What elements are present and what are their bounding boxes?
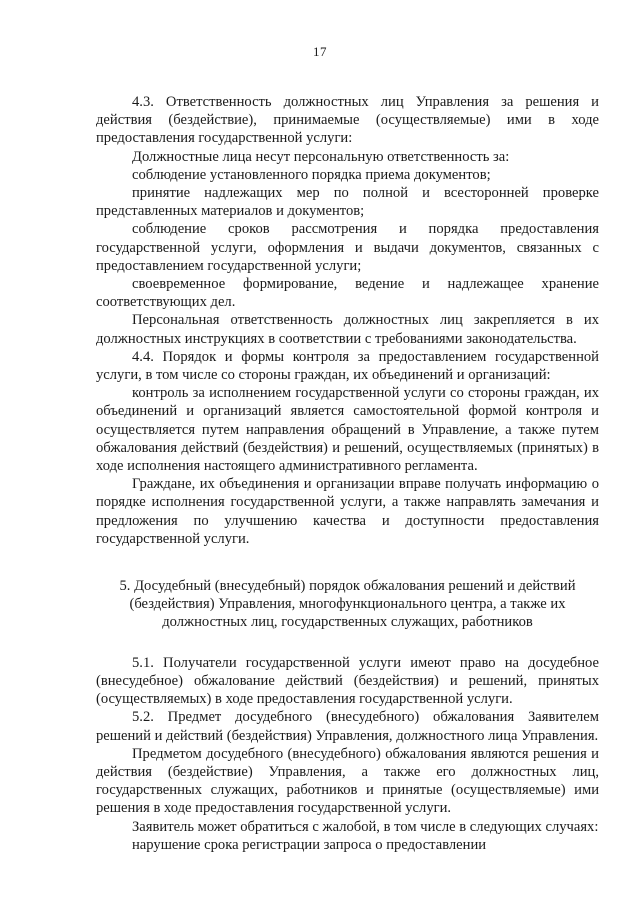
paragraph-item-deadlines: соблюдение сроков рассмотрения и порядка предоставления государственной услуги, оформления и выдачи документов, связанных с предоставлением государственной услуги;	[96, 221, 599, 274]
paragraph-responsibility-intro: Должностные лица несут персональную ответственность за:	[132, 148, 510, 165]
paragraph-item-records: своевременное формирование, ведение и надлежащее хранение соответствующих дел.	[96, 276, 599, 311]
paragraph-5-2: 5.2. Предмет досудебного (внесудебного) обжалования Заявителем решений и действий (бездействия) Управления, должностного лица Управления.	[96, 709, 599, 744]
paragraph-5-1: 5.1. Получатели государственной услуги имеют право на досудебное (внесудебное) обжалование действий (бездействия) и решений, принятых (осуществляемых) в ходе предоставления государственной услуги.	[96, 654, 599, 708]
paragraph-personal-responsibility: Персональная ответственность должностных лиц закрепляется в их должностных инструкциях в соответствии с требованиями законодательства.	[96, 312, 599, 347]
page-number: 17	[313, 44, 327, 59]
paragraph-item-verification: принятие надлежащих мер по полной и всесторонней проверке представленных материалов и документов;	[96, 185, 599, 220]
paragraph-control-by-citizens: контроль за исполнением государственной услуги со стороны граждан, их объединений и организаций является самостоятельной формой контроля и осуществляется путем направления обращений в Управление, а также путем обжалования действий (бездействия) и решений, осуществляемых (принятых) в ходе исполнения настоящего административного регламента.	[96, 385, 599, 475]
paragraph-4-4: 4.4. Порядок и формы контроля за предоставлением государственной услуги, в том числе со стороны граждан, их объединений и организаций:	[96, 348, 599, 384]
paragraph-subject-of-appeal: Предметом досудебного (внесудебного) обжалования являются решения и действия (бездействие) Управления, а также его должностных лиц, государственных служащих, работников и принятые (осуществляемые) ими решения в ходе предоставления государственной услуги.	[96, 745, 599, 817]
paragraph-4-3: 4.3. Ответственность должностных лиц Управления за решения и действия (бездействие), принимаемые (осуществляемые) ими в ходе предоставления государственной услуги:	[96, 94, 599, 147]
document-body	[96, 93, 599, 854]
paragraph-item-reception: соблюдение установленного порядка приема документов;	[132, 166, 491, 183]
paragraph-citizens-rights: Граждане, их объединения и организации вправе получать информацию о порядке исполнения государственной услуги, а также направлять замечания и предложения по улучшению качества и доступности предоставления государственной услуги.	[96, 476, 599, 547]
paragraph-case-registration-deadline: нарушение срока регистрации запроса о предоставлении	[132, 836, 487, 853]
paragraph-complaint-cases: Заявитель может обратиться с жалобой, в том числе в следующих случаях:	[132, 818, 599, 835]
section-5-heading: 5. Досудебный (внесудебный) порядок обжалования решений и действий (бездействия) Управления, многофункционального центра, а также их должностных лиц, государственных служащих, работников	[119, 578, 576, 631]
